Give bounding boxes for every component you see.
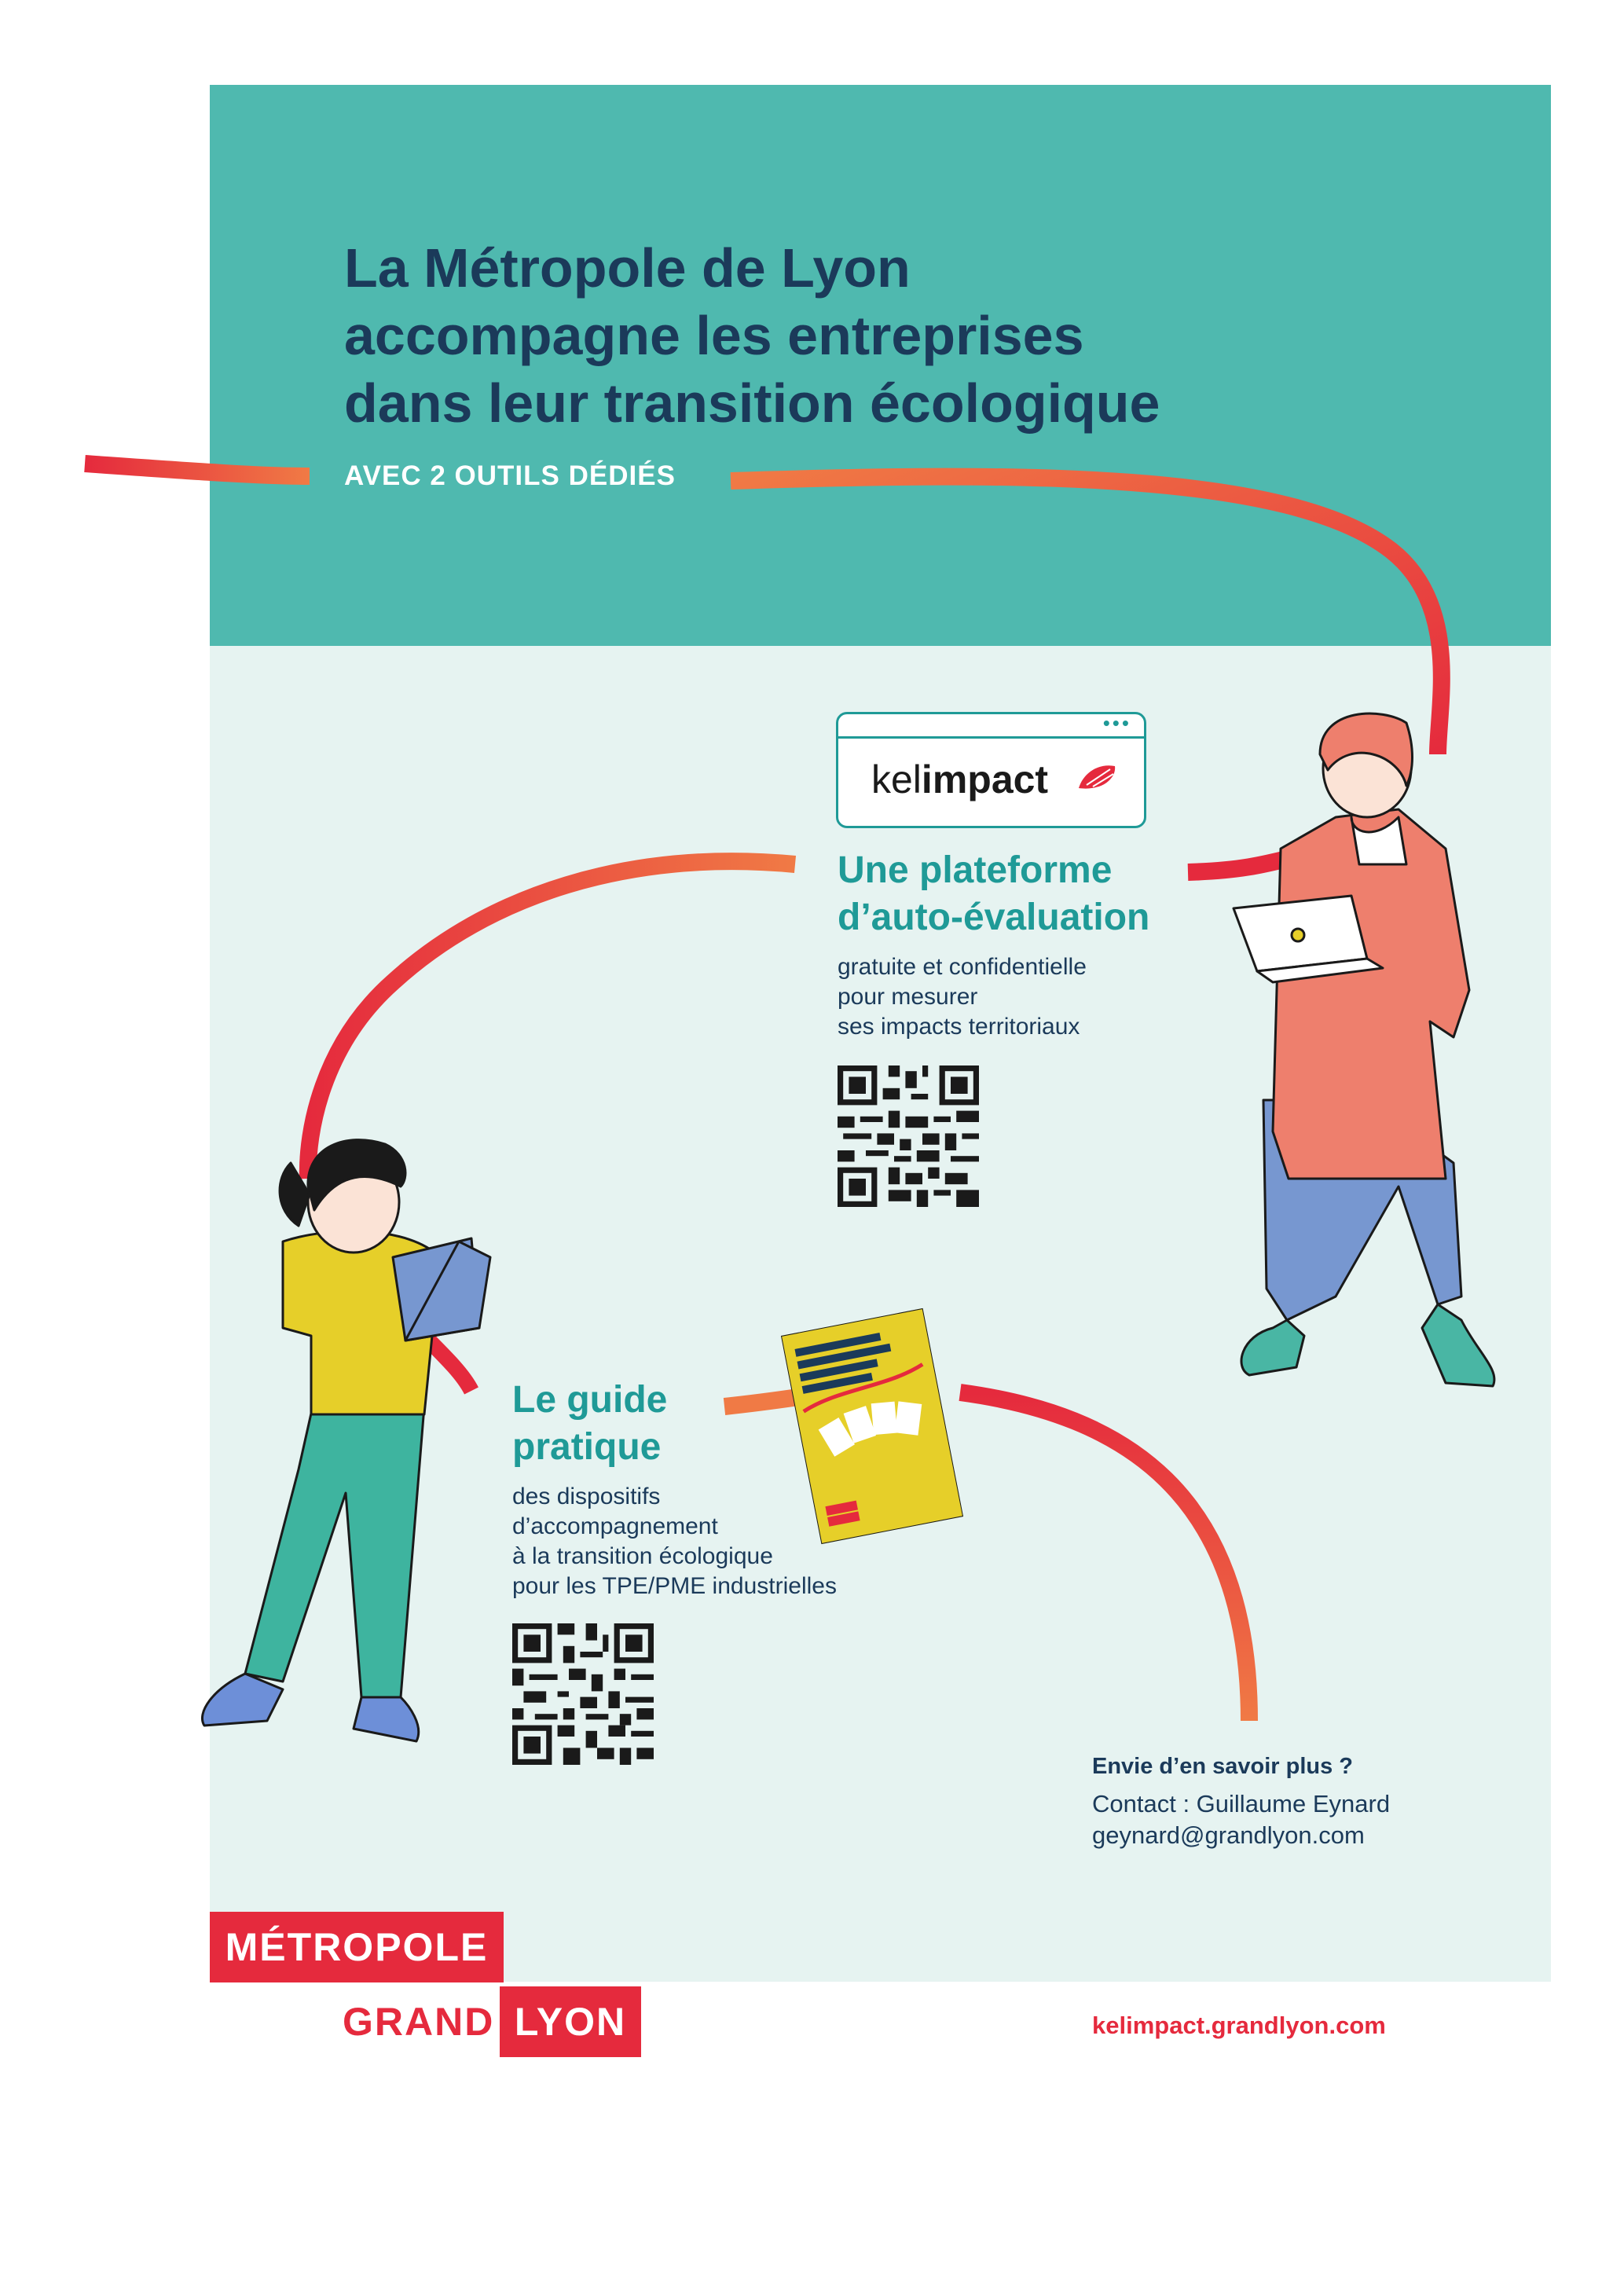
more-dots-icon: ••• (1102, 711, 1131, 735)
guide-title-line-1: Le guide (512, 1379, 668, 1421)
kelimpact-logo: kelimpact (871, 757, 1049, 801)
website-link[interactable]: kelimpact.grandlyon.com (1092, 2012, 1386, 2039)
kelimpact-mark-icon (1076, 761, 1118, 793)
platform-description-line-2: pour mesurer (838, 984, 978, 1010)
platform-qr-code-icon[interactable] (838, 1065, 979, 1207)
guide-description-line-3: à la transition écologique (512, 1543, 773, 1569)
guide-description-line-1: des dispositifs (512, 1484, 661, 1509)
woman-illustration (202, 1140, 490, 1741)
logo-grand: GRAND (343, 2000, 495, 2044)
curve-guide-right (960, 1392, 1249, 1721)
platform-description-line-3: ses impacts territoriaux (838, 1014, 1080, 1040)
page-title-line-1: La Métropole de Lyon (344, 237, 911, 299)
browser-bar (838, 711, 1144, 739)
page-title-line-3: dans leur transition écologique (344, 372, 1160, 434)
page-subtitle: AVEC 2 OUTILS DÉDIÉS (344, 460, 676, 491)
guide-description-line-2: d’accompagnement (512, 1513, 718, 1539)
contact-name: Contact : Guillaume Eynard (1092, 1790, 1391, 1817)
guide-description-line-4: pour les TPE/PME industrielles (512, 1573, 837, 1599)
curve-top-left (85, 464, 310, 476)
curve-middle (308, 861, 795, 1179)
platform-description-line-1: gratuite et confidentielle (838, 954, 1087, 980)
platform-title-line-2: d’auto-évaluation (838, 897, 1150, 938)
page-title-line-2: accompagne les entreprises (344, 305, 1084, 366)
kelimpact-logo-frame (836, 712, 1146, 828)
guide-qr-code-icon[interactable] (512, 1623, 654, 1765)
logo-lyon: LYON (500, 1986, 641, 2057)
guide-title-line-2: pratique (512, 1426, 662, 1468)
contact-question: Envie d’en savoir plus ? (1092, 1754, 1353, 1779)
logo-metropole: MÉTROPOLE (210, 1912, 504, 1982)
contact-email-link[interactable]: geynard@grandlyon.com (1092, 1821, 1365, 1849)
man-illustration (1234, 713, 1494, 1386)
platform-title-line-1: Une plateforme (838, 849, 1113, 891)
